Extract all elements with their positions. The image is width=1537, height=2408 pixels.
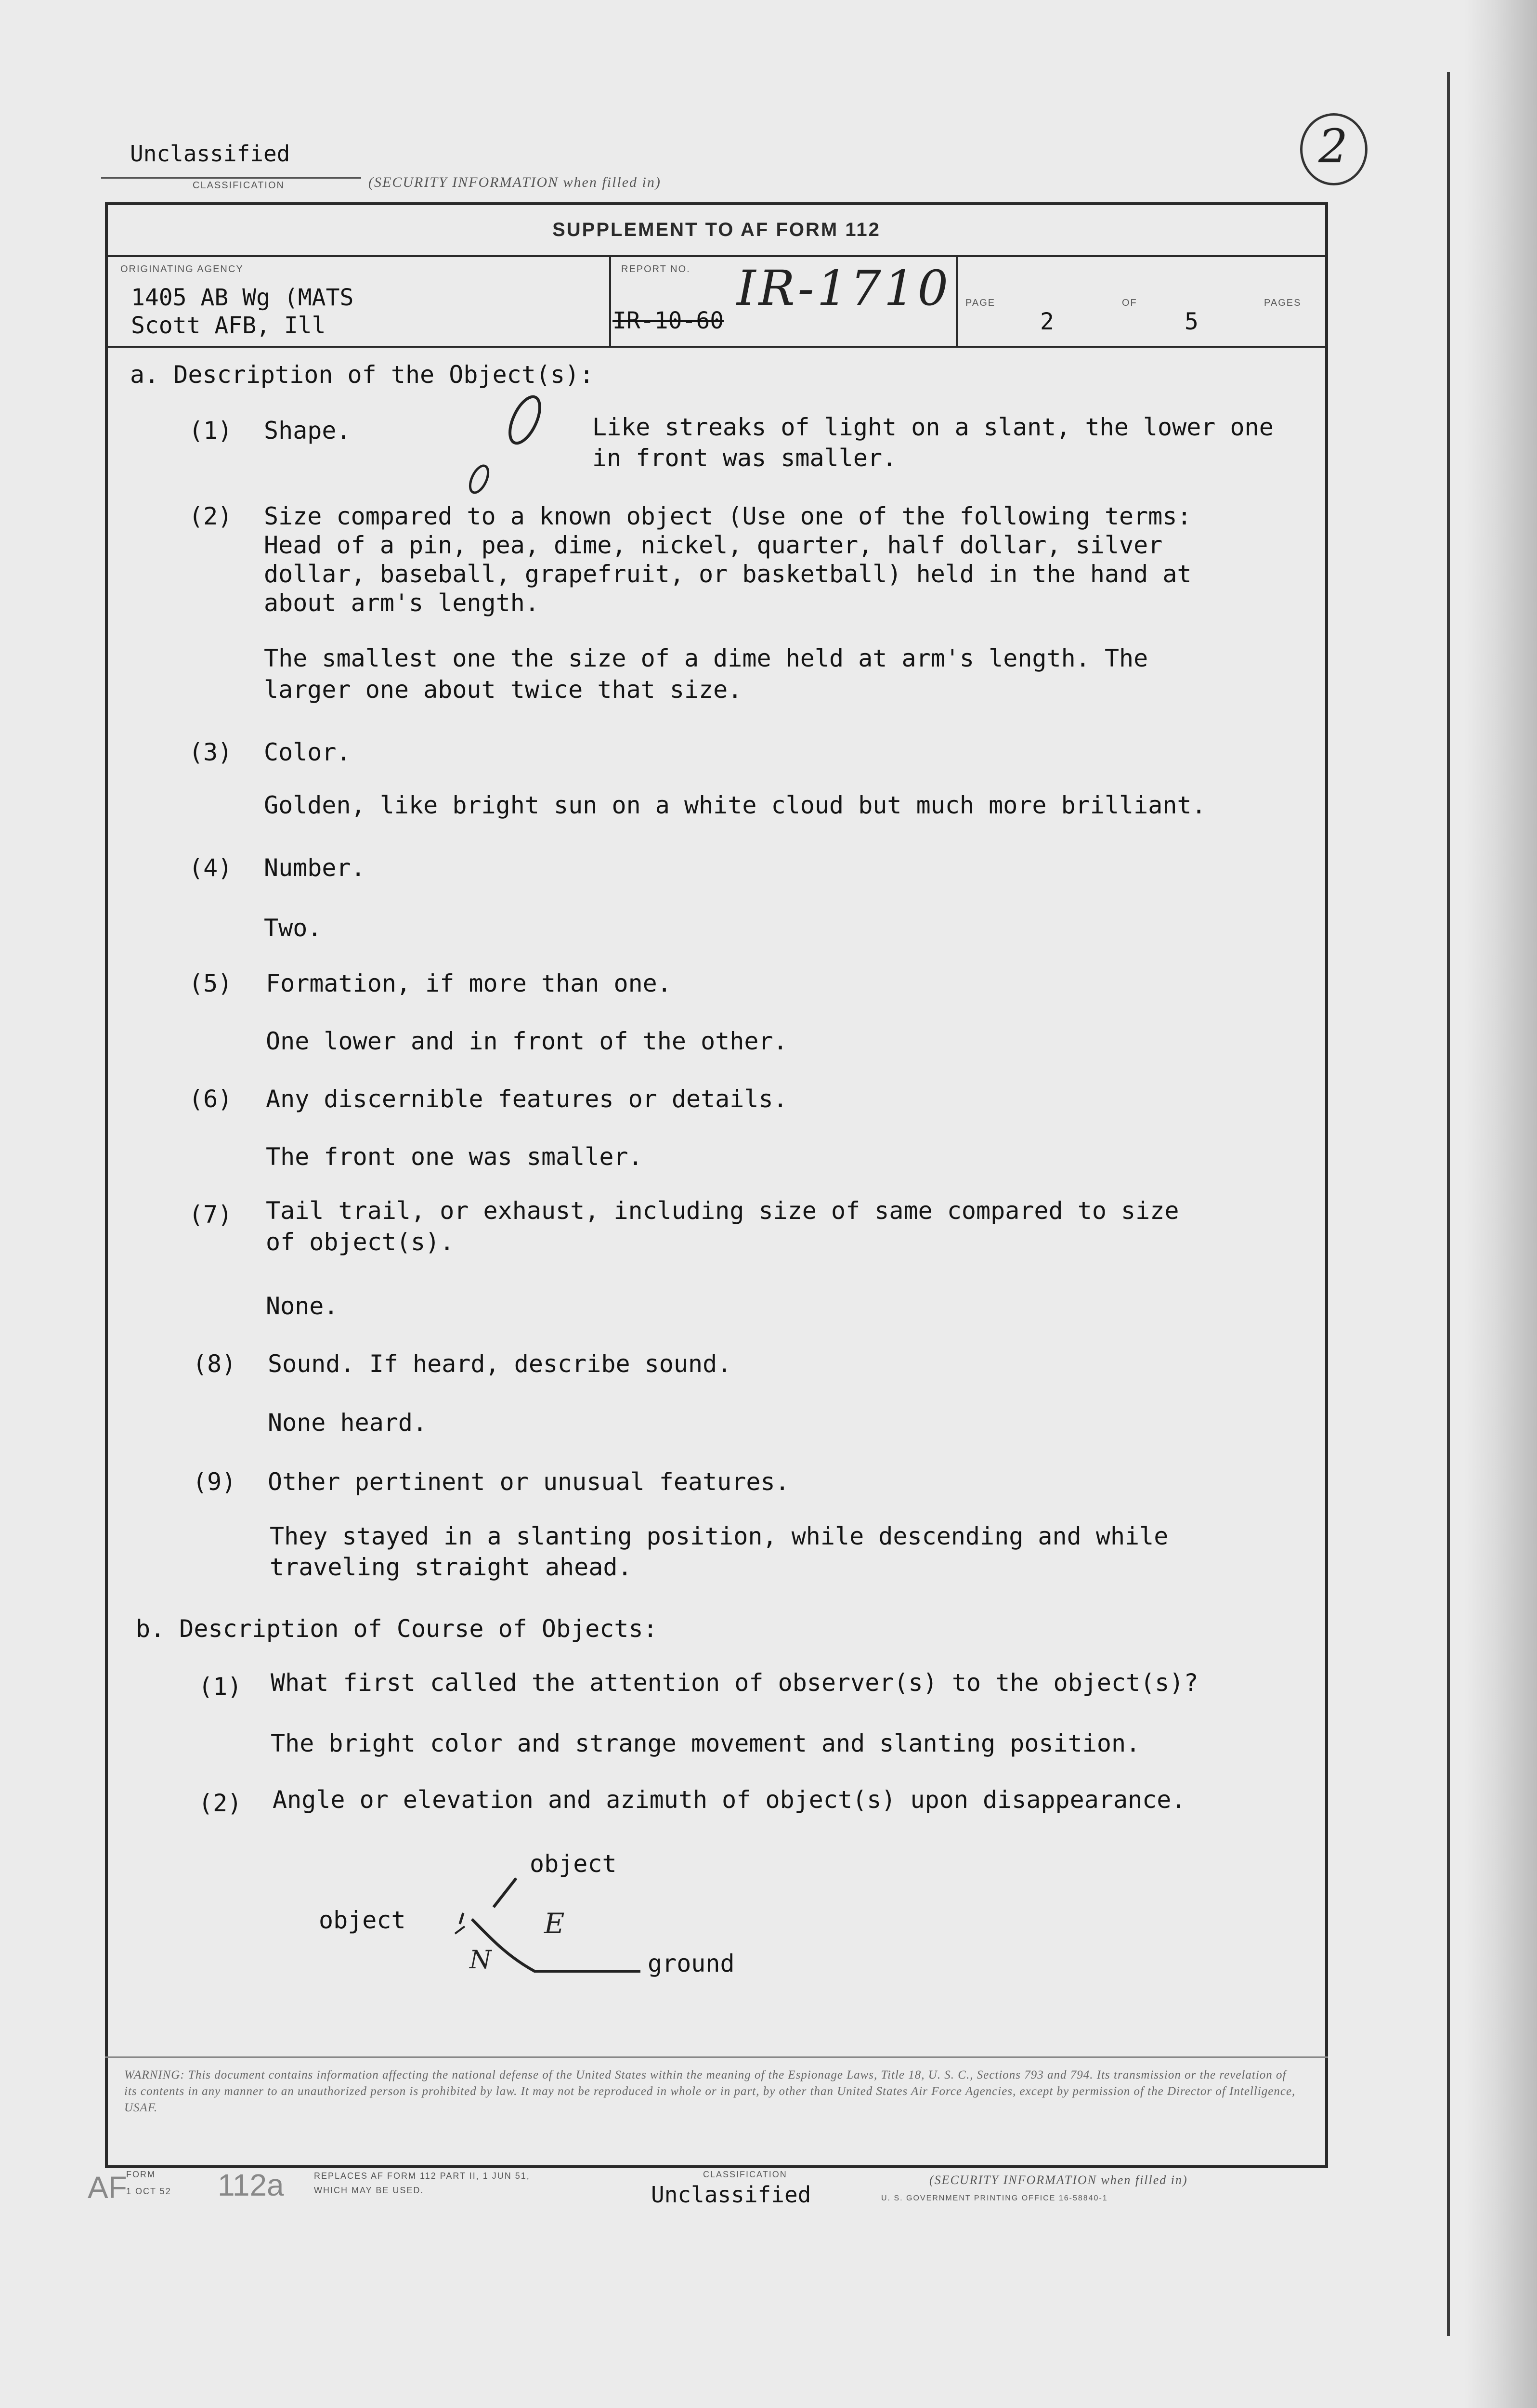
item-a7-question-line1: Tail trail, or exhaust, including size of same compared to size bbox=[266, 1197, 1179, 1225]
item-a2-answer-line1: The smallest one the size of a dime held at arm's length. The bbox=[264, 644, 1148, 672]
page-value: 2 bbox=[1040, 308, 1054, 335]
form-date: 1 OCT 52 bbox=[126, 2186, 171, 2196]
form-frame bbox=[105, 202, 1328, 2168]
item-a5-question: Formation, if more than one. bbox=[266, 969, 672, 997]
item-a4-number: (4) bbox=[189, 854, 233, 882]
item-a3-answer: Golden, like bright sun on a white cloud but much more brilliant. bbox=[264, 791, 1206, 819]
report-divider bbox=[956, 255, 958, 347]
item-a9-answer-line2: traveling straight ahead. bbox=[270, 1553, 632, 1581]
page-edge-shadow bbox=[1465, 0, 1537, 2408]
item-a2-number: (2) bbox=[189, 502, 233, 530]
originating-agency-line2: Scott AFB, Ill bbox=[131, 312, 326, 339]
section-b-heading: b. Description of Course of Objects: bbox=[136, 1615, 658, 1643]
item-a1-question: Shape. bbox=[264, 417, 351, 445]
form-af: AF bbox=[88, 2170, 127, 2205]
item-b1-answer: The bright color and strange movement and slanting position. bbox=[271, 1729, 1141, 1757]
warning-divider bbox=[105, 2056, 1328, 2058]
replaces-line2: WHICH MAY BE USED. bbox=[314, 2186, 424, 2195]
item-a6-question: Any discernible features or details. bbox=[266, 1085, 788, 1113]
item-a7-number: (7) bbox=[189, 1201, 233, 1229]
shape-sketch-small-streak bbox=[467, 463, 492, 495]
item-a6-answer: The front one was smaller. bbox=[266, 1143, 643, 1171]
sketch-short-stroke bbox=[455, 1926, 465, 1934]
report-no-handwritten: IR-1710 bbox=[737, 260, 951, 316]
sketch-label-n: N bbox=[469, 1946, 492, 1975]
sketch-label-e: E bbox=[544, 1907, 565, 1940]
item-b2-question: Angle or elevation and azimuth of object(s) upon disappearance. bbox=[273, 1786, 1186, 1814]
item-a6-number: (6) bbox=[189, 1085, 233, 1113]
security-caption-bottom: (SECURITY INFORMATION when filled in) bbox=[929, 2173, 1188, 2187]
pages-label: PAGES bbox=[1264, 298, 1302, 308]
item-b1-number: (1) bbox=[198, 1673, 242, 1701]
item-a3-number: (3) bbox=[189, 738, 233, 766]
item-b2-number: (2) bbox=[198, 1789, 242, 1817]
item-a1-number: (1) bbox=[189, 417, 233, 445]
item-b1-question: What first called the attention of observer(s) to the object(s)? bbox=[271, 1669, 1198, 1697]
angle-sketch bbox=[433, 1869, 650, 1994]
title-divider bbox=[105, 255, 1328, 257]
item-a9-answer-line1: They stayed in a slanting position, while descending and while bbox=[270, 1522, 1169, 1550]
form-number: 112a bbox=[218, 2168, 284, 2202]
item-a9-question: Other pertinent or unusual features. bbox=[268, 1468, 790, 1496]
item-a2-question-line3: dollar, baseball, grapefruit, or basketball) held in the hand at bbox=[264, 560, 1192, 588]
of-value: 5 bbox=[1185, 308, 1198, 335]
item-a8-number: (8) bbox=[193, 1350, 236, 1378]
page-edge-line bbox=[1447, 72, 1450, 2336]
form-title: SUPPLEMENT TO AF FORM 112 bbox=[552, 219, 881, 240]
item-a2-question-line2: Head of a pin, pea, dime, nickel, quarter, half dollar, silver bbox=[264, 531, 1163, 559]
form-label: FORM bbox=[126, 2170, 156, 2179]
sketch-label-ground: ground bbox=[648, 1950, 735, 1977]
item-a9-number: (9) bbox=[193, 1468, 236, 1496]
item-a3-question: Color. bbox=[264, 738, 351, 766]
sketch-object-tick bbox=[460, 1913, 463, 1924]
header-divider bbox=[105, 346, 1328, 348]
sketch-label-object-left: object bbox=[319, 1906, 406, 1934]
classification-caption-top: CLASSIFICATION bbox=[193, 180, 285, 191]
classification-underline bbox=[101, 177, 361, 179]
item-a7-question-line2: of object(s). bbox=[266, 1228, 455, 1256]
item-a4-answer: Two. bbox=[264, 914, 322, 942]
item-a2-question-line4: about arm's length. bbox=[264, 589, 539, 617]
classification-caption-bottom: CLASSIFICATION bbox=[703, 2170, 787, 2179]
item-a8-answer: None heard. bbox=[268, 1409, 428, 1437]
security-caption-top: (SECURITY INFORMATION when filled in) bbox=[368, 174, 661, 190]
item-a1-answer-line2: in front was smaller. bbox=[592, 444, 897, 472]
page-number-handwritten: 2 bbox=[1318, 119, 1348, 173]
section-a-heading: a. Description of the Object(s): bbox=[130, 361, 594, 389]
item-a4-question: Number. bbox=[264, 854, 365, 882]
item-a8-question: Sound. If heard, describe sound. bbox=[268, 1350, 732, 1378]
item-a1-answer-line1: Like streaks of light on a slant, the lower one bbox=[592, 413, 1274, 441]
report-no-label: REPORT NO. bbox=[621, 264, 690, 275]
agency-divider bbox=[609, 255, 611, 347]
item-a2-answer-line2: larger one about twice that size. bbox=[264, 676, 742, 704]
classification-top: Unclassified bbox=[130, 141, 290, 167]
originating-agency-label: ORIGINATING AGENCY bbox=[120, 264, 244, 275]
page-label: PAGE bbox=[965, 298, 996, 308]
item-a7-answer: None. bbox=[266, 1292, 339, 1320]
shape-sketch-large-streak bbox=[504, 393, 546, 448]
report-no-value: IR-10-60 bbox=[612, 307, 724, 334]
warning-text: WARNING: This document contains information affecting the national defense of the United States within the meaning of the Espionage Laws, Title 18, U. S. C., Sections 793 and 794. Its transmission or the revelation of its contents in any manner to an unauthorized person is prohibited by law. It may not be reproduced in whole or in part, by other than United States Air Force Agencies, except by permission of the Director of Intelligence, USAF. bbox=[124, 2068, 1296, 2114]
classification-bottom: Unclassified bbox=[651, 2182, 811, 2208]
replaces-line1: REPLACES AF FORM 112 PART II, 1 JUN 51, bbox=[314, 2171, 530, 2181]
item-a5-answer: One lower and in front of the other. bbox=[266, 1027, 788, 1055]
item-a2-question-line1: Size compared to a known object (Use one of the following terms: bbox=[264, 502, 1192, 530]
originating-agency-line1: 1405 AB Wg (MATS bbox=[131, 284, 354, 311]
of-label: OF bbox=[1122, 298, 1137, 308]
printing-office: U. S. GOVERNMENT PRINTING OFFICE 16-58840-1 bbox=[881, 2194, 1108, 2202]
shape-sketch bbox=[453, 390, 607, 515]
item-a5-number: (5) bbox=[189, 969, 233, 997]
sketch-label-object-top: object bbox=[530, 1850, 617, 1878]
sketch-object-line-upper bbox=[494, 1878, 516, 1907]
